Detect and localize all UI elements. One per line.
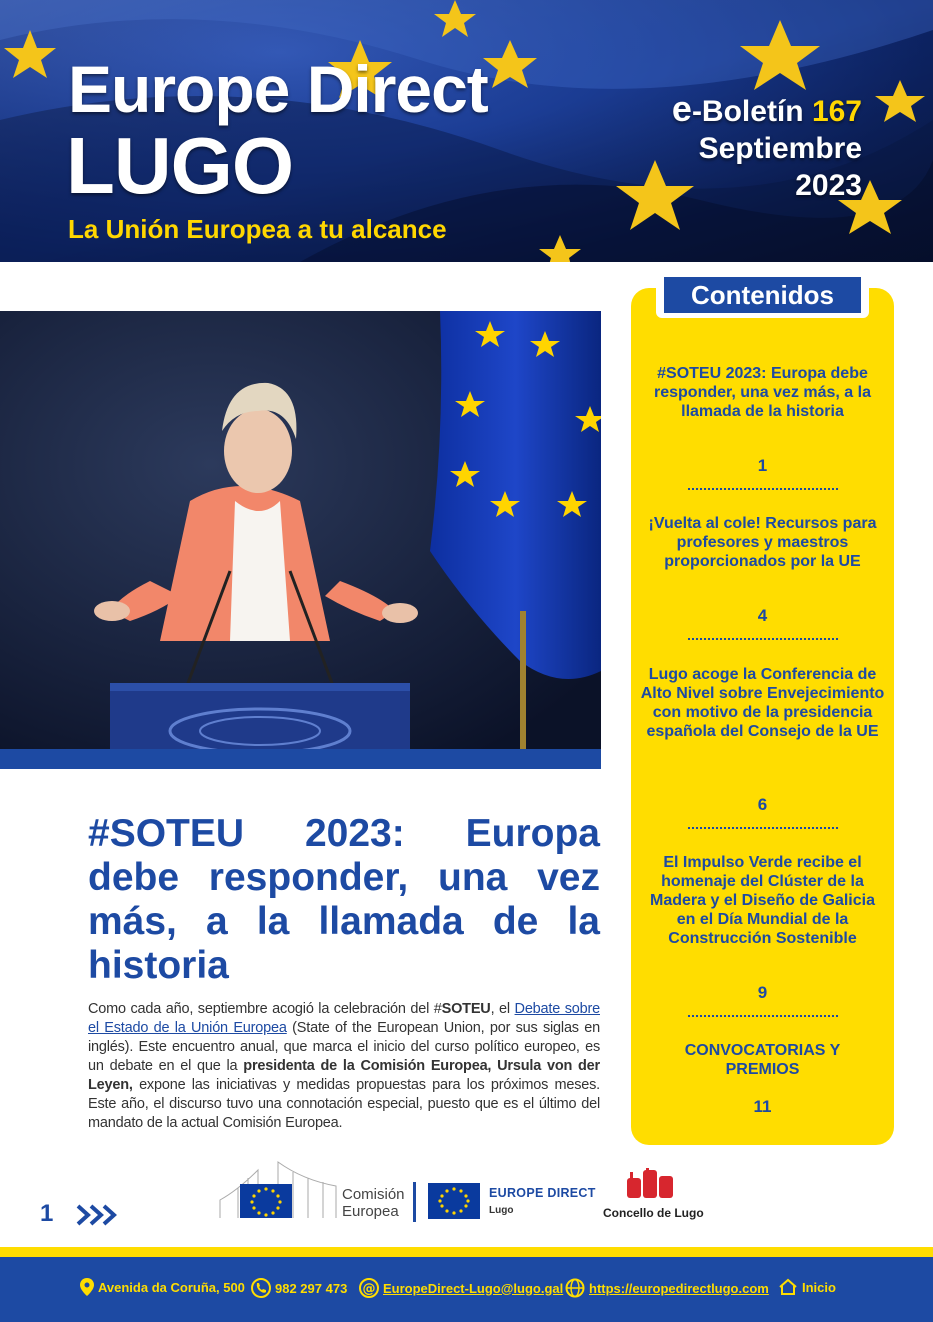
toc-item-5-page[interactable]: 11 [753, 1097, 772, 1116]
toc-item-5-title[interactable]: CONVOCATORIAS Y PREMIOS [684, 1042, 841, 1078]
footer-email[interactable] [359, 1278, 563, 1298]
europe-direct-flag-logo [428, 1183, 480, 1219]
issue-info [672, 90, 862, 204]
issue-year: 2023 [795, 169, 862, 202]
issue-label: -Boletín [691, 95, 804, 128]
europe-direct-city: Lugo [489, 1205, 514, 1216]
toc-item-2-page[interactable]: 4 [757, 606, 768, 625]
issue-month: Septiembre [698, 132, 862, 165]
toc-item-4-title[interactable]: El Impulso Verde recibe el homenaje del Clúster de la Madera y el Diseño de Galicia en el Día Mundial de la Construcción Sostenible [650, 854, 875, 947]
commission-name-line2: Europea [342, 1203, 399, 1220]
footer-web[interactable] [565, 1278, 769, 1298]
footer-address [80, 1278, 245, 1296]
location-pin-icon [80, 1278, 94, 1296]
home-icon [778, 1278, 798, 1296]
globe-icon [565, 1278, 585, 1298]
european-commission-logo [218, 1160, 338, 1220]
footer-home-link[interactable]: Inicio [802, 1279, 836, 1295]
speaker-photo-illustration [0, 311, 601, 749]
issue-e-prefix: e [671, 88, 692, 129]
article-body-text: Como cada año, septiembre acogió la celebración del # [88, 1001, 442, 1017]
svg-text:@: @ [362, 1281, 376, 1297]
email-at-icon [359, 1278, 379, 1298]
concello-lugo-name: Concello de Lugo [603, 1206, 704, 1220]
article-body [88, 1000, 600, 1133]
toc-item-1-title[interactable]: #SOTEU 2023: Europa debe responder, una vez más, a la llamada de la historia [654, 365, 871, 420]
toc-divider [688, 638, 838, 640]
contents-heading: Contenidos [664, 277, 861, 313]
footer-email-link[interactable]: EuropeDirect-Lugo@lugo.gal [383, 1280, 564, 1296]
article-body-bold: SOTEU [441, 1001, 491, 1017]
logo-separator [413, 1182, 416, 1222]
page-number: 1 [40, 1200, 54, 1227]
brand-city: LUGO [66, 121, 294, 210]
article-photo [0, 311, 601, 749]
toc-item-2-title[interactable]: ¡Vuelta al cole! Recursos para profesores y maestros proporcionados por la UE [648, 515, 877, 570]
toc-divider [688, 827, 838, 829]
soteu-debate-link[interactable]: Debate sobre el Estado de la Unión Europea [88, 1001, 600, 1036]
header-banner [0, 0, 933, 262]
toc-item-3-page[interactable]: 6 [757, 795, 768, 814]
tagline: La Unión Europea a tu alcance [68, 214, 447, 244]
europe-direct-name: EUROPE DIRECT [489, 1186, 596, 1200]
article-body-text: expone las iniciativas y medidas propuestas para los próximos meses. Este año, el discurso tuvo una connotación especial, puesto que es el último del mandato de la actual Comisión Europea. [88, 1077, 600, 1131]
article-body-bold: presidenta de la Comisión Europea, Ursula von der Leyen, [88, 1058, 600, 1093]
toc-item-4-page[interactable]: 9 [757, 983, 768, 1002]
issue-number: 167 [811, 95, 862, 128]
photo-accent-bar [0, 749, 601, 769]
toc-divider [688, 1015, 838, 1017]
footer-address-text: Avenida da Coruña, 500 [98, 1279, 245, 1295]
toc-item-3-title[interactable]: Lugo acoge la Conferencia de Alto Nivel sobre Envejecimiento con motivo de la presidencia española del Consejo de la UE [640, 666, 885, 740]
article-body-text: , el [490, 1001, 515, 1017]
article-body-text: (State of the European Union, por sus siglas en inglés). Este encuentro anual, que marca el inicio del curso político europeo, es un debate en el que la [88, 1020, 600, 1074]
toc-divider [688, 488, 838, 490]
commission-name-line1: Comisión [342, 1186, 405, 1203]
footer-accent-bar [0, 1247, 933, 1257]
toc-item-1-page[interactable]: 1 [757, 456, 768, 475]
commission-name [342, 1186, 405, 1220]
footer-phone[interactable] [251, 1278, 347, 1298]
article-title: #SOTEU 2023: Europa debe responder, una vez más, a la llamada de la historia [88, 812, 600, 987]
phone-icon [251, 1278, 271, 1298]
next-page-chevrons-icon[interactable] [76, 1204, 120, 1226]
brand-title: Europe Direct [68, 52, 488, 126]
footer-web-link[interactable]: https://europedirectlugo.com [589, 1280, 769, 1296]
concello-lugo-logo [625, 1168, 675, 1200]
footer-phone-text[interactable]: 982 297 473 [275, 1280, 348, 1296]
footer-home[interactable] [778, 1278, 836, 1296]
